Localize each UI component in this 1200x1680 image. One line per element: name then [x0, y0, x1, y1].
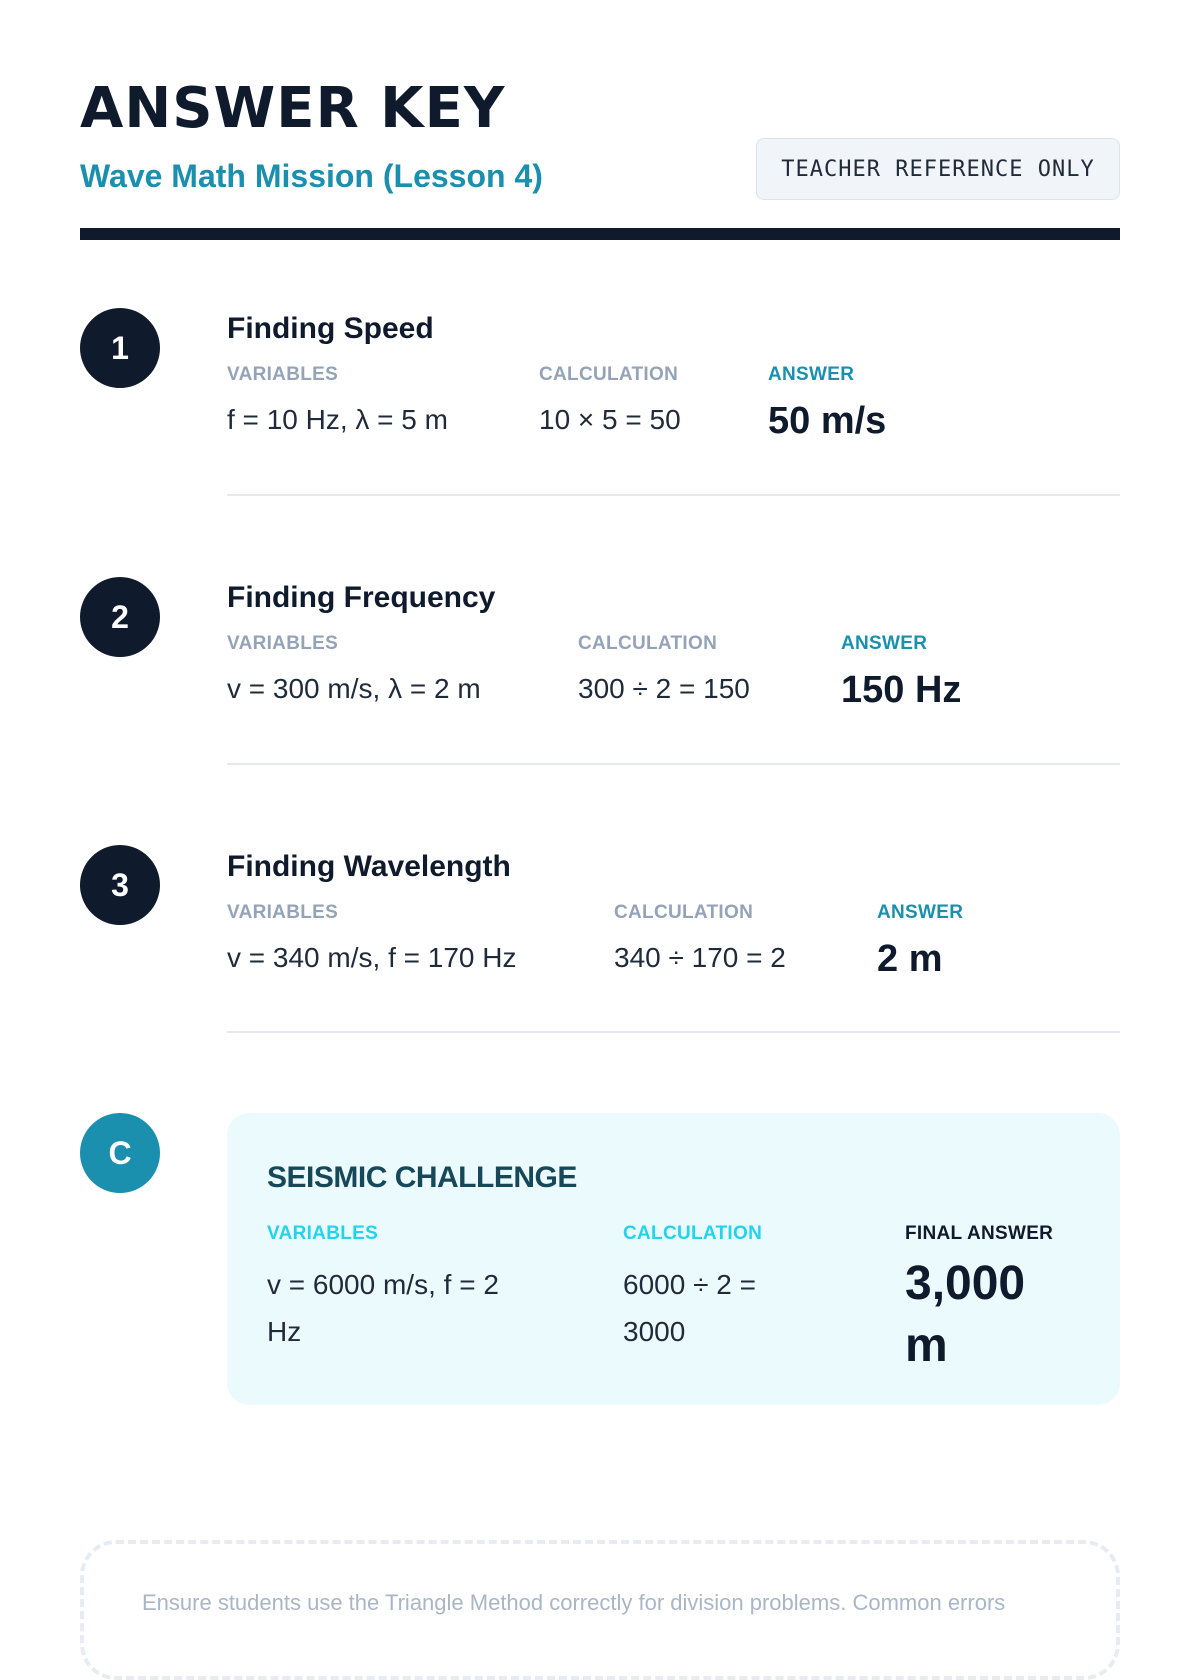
challenge-variables	[267, 1223, 499, 1355]
calculation-label: CALCULATION	[539, 364, 679, 385]
problem-3-calculation	[614, 902, 786, 974]
variables-value: v = 300 m/s, λ = 2 m	[227, 673, 481, 704]
challenge-calculation	[623, 1223, 762, 1355]
problem-1-answer	[768, 364, 886, 443]
calculation-line-2: 3000	[623, 1316, 686, 1347]
final-answer-label: FINAL ANSWER	[905, 1223, 1054, 1244]
problem-1-calculation	[539, 364, 681, 436]
answer-value: 2 m	[877, 938, 943, 980]
teacher-reference-badge: TEACHER REFERENCE ONLY	[756, 138, 1120, 200]
header-divider	[80, 228, 1120, 240]
teacher-note-text: Ensure students use the Triangle Method correctly for division problems. Common errors	[142, 1590, 1006, 1615]
page-title: ANSWER KEY	[80, 76, 506, 141]
row-divider	[227, 494, 1120, 496]
calculation-label: CALCULATION	[623, 1223, 763, 1244]
variables-line-1: v = 6000 m/s, f = 2	[267, 1269, 499, 1300]
problem-1-title: Finding Speed	[227, 312, 434, 345]
seismic-challenge-card	[227, 1113, 1120, 1405]
problem-2-title: Finding Frequency	[227, 581, 496, 614]
final-answer-line-2: m	[905, 1319, 948, 1372]
problem-3-variables	[227, 902, 516, 974]
problem-3-answer	[877, 902, 963, 981]
final-answer-value	[905, 1253, 1053, 1377]
variables-value: v = 340 m/s, f = 170 Hz	[227, 942, 517, 973]
problem-3-number-badge: 3	[80, 845, 160, 925]
teacher-note-box	[80, 1540, 1120, 1680]
variables-label: VARIABLES	[227, 364, 339, 385]
calculation-line-1: 6000 ÷ 2 =	[623, 1269, 756, 1300]
problem-1-variables	[227, 364, 448, 436]
row-divider	[227, 763, 1120, 765]
variables-label: VARIABLES	[227, 633, 339, 654]
calculation-value	[623, 1261, 762, 1355]
answer-label: ANSWER	[877, 902, 964, 923]
variables-value	[267, 1261, 499, 1355]
calculation-label: CALCULATION	[578, 633, 718, 654]
answer-key-page	[80, 0, 1120, 1615]
problem-3-title: Finding Wavelength	[227, 850, 511, 883]
row-divider	[227, 1031, 1120, 1033]
challenge-marker-badge: C	[80, 1113, 160, 1193]
variables-label: VARIABLES	[267, 1223, 379, 1244]
problem-2-calculation	[578, 633, 750, 705]
problem-2-variables	[227, 633, 481, 705]
calculation-value: 10 × 5 = 50	[539, 404, 681, 435]
calculation-value: 300 ÷ 2 = 150	[578, 673, 750, 704]
problem-1-number-badge: 1	[80, 308, 160, 388]
answer-value: 50 m/s	[768, 400, 887, 442]
answer-label: ANSWER	[768, 364, 855, 385]
answer-value: 150 Hz	[841, 669, 962, 711]
problem-2-number-badge: 2	[80, 577, 160, 657]
calculation-value: 340 ÷ 170 = 2	[614, 942, 786, 973]
final-answer-line-1: 3,000	[905, 1257, 1026, 1310]
page-subtitle: Wave Math Mission (Lesson 4)	[80, 158, 543, 194]
answer-label: ANSWER	[841, 633, 928, 654]
calculation-label: CALCULATION	[614, 902, 754, 923]
variables-line-2: Hz	[267, 1316, 302, 1347]
challenge-answer	[905, 1223, 1053, 1377]
variables-label: VARIABLES	[227, 902, 339, 923]
problem-2-answer	[841, 633, 961, 712]
variables-value: f = 10 Hz, λ = 5 m	[227, 404, 448, 435]
challenge-title: SEISMIC CHALLENGE	[267, 1161, 577, 1194]
